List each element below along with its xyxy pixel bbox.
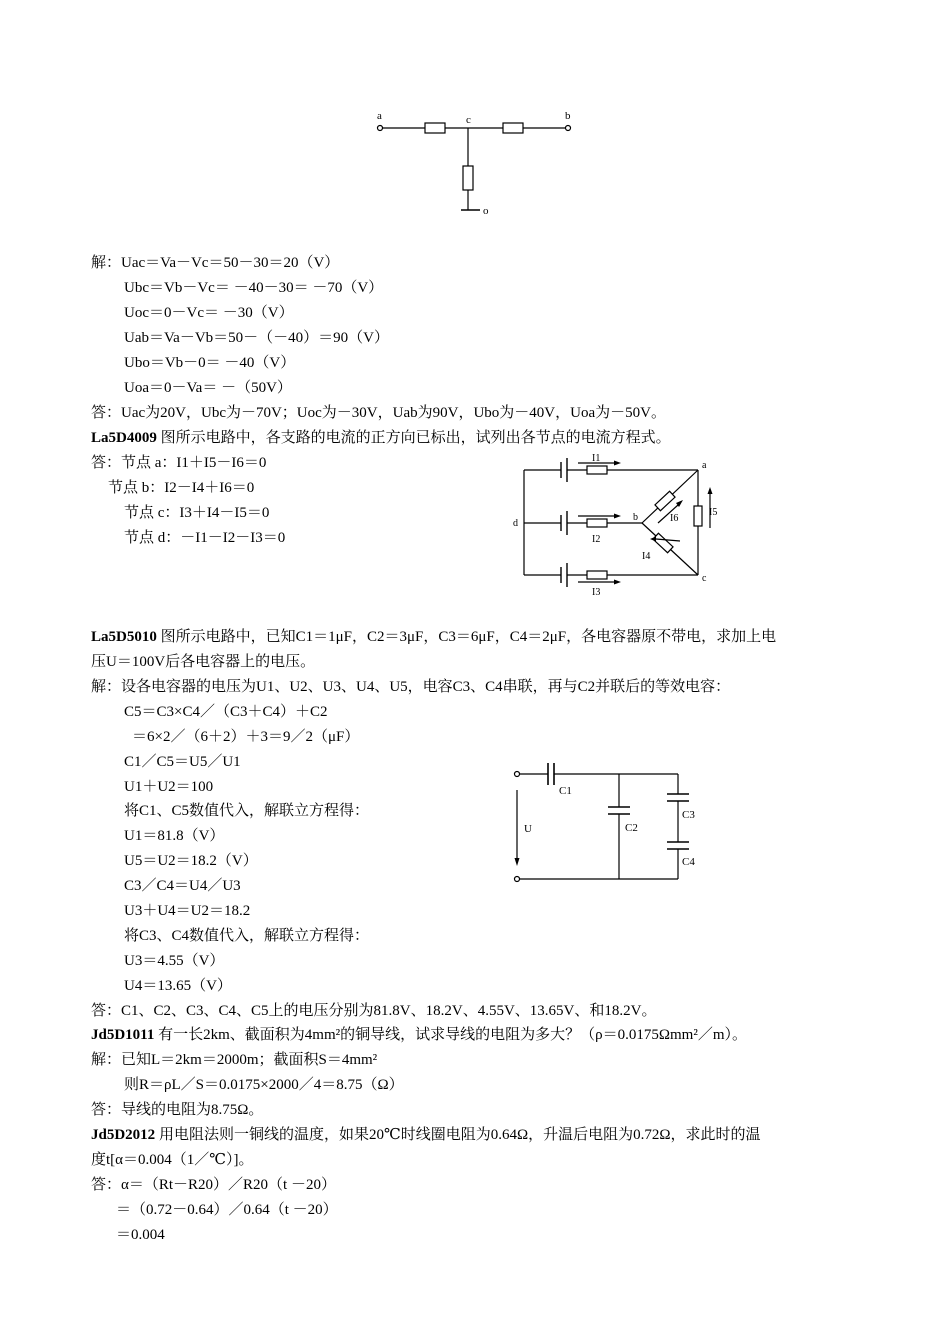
sec5-solution2: ＝（0.72－0.64）／0.64（t －20） — [116, 1202, 338, 1218]
node-d-label: d — [513, 518, 518, 529]
label-I4: I4 — [642, 551, 651, 562]
sec4-answer: 答：导线的电阻为8.75Ω。 — [91, 1102, 264, 1118]
sec1-line4: Uab＝Va－Vb＝50－（－40）＝90（V） — [124, 330, 389, 346]
sec2-answer2: 节点 b：I2－I4＋I6＝0 — [108, 480, 255, 496]
label-I3: I3 — [592, 587, 601, 598]
sec1-line5: Ubo＝Vb－0＝ －40（V） — [124, 355, 296, 371]
sec2-answer1: 答：节点 a：I1＋I5－I6＝0 — [91, 455, 267, 471]
sec4-solution1: 解：已知L＝2km＝2000m；截面积S＝4mm² — [91, 1052, 378, 1068]
label-C4: C4 — [682, 856, 695, 868]
sec1-answer: 答：Uac为20V，Ubc为－70V；Uoc为－30V，Uab为90V，Ubo为－40V，Uoa为－50V。 — [91, 405, 666, 421]
node-o-label: o — [483, 205, 489, 217]
sec3-solution13: U4＝13.65（V） — [124, 978, 232, 994]
node-b-label: b — [633, 512, 638, 523]
node-current-diagram — [508, 448, 733, 598]
sec1-line1: 解：Uac＝Va－Vc＝50－30＝20（V） — [91, 255, 340, 271]
node-b-label: b — [565, 110, 571, 122]
label-C2: C2 — [625, 822, 638, 834]
sec5-solution3: ＝0.004 — [116, 1227, 165, 1243]
problem-id: La5D5010 — [91, 629, 157, 645]
sec3-solution5: U1＋U2＝100 — [124, 779, 214, 795]
sec2-question — [91, 428, 671, 448]
label-I1: I1 — [592, 453, 601, 464]
node-a-label: a — [702, 460, 707, 471]
label-C3: C3 — [682, 809, 695, 821]
sec3-solution1: 解：设各电容器的电压为U1、U2、U3、U4、U5，电容C3、C4串联，再与C2并联后的等效电容： — [91, 679, 731, 695]
sec2-answer3: 节点 c：I3＋I4－I5＝0 — [124, 505, 270, 521]
problem-id: Jd5D2012 — [91, 1127, 156, 1143]
node-c-label: c — [702, 573, 707, 584]
sec3-solution6: 将C1、C5数值代入，解联立方程得： — [124, 803, 370, 819]
sec2-answer4: 节点 d：－I1－I2－I3＝0 — [124, 530, 286, 546]
capacitor-diagram — [506, 758, 721, 888]
sec3-solution4: C1／C5＝U5／U1 — [124, 754, 241, 770]
sec3-solution8: U5＝U2＝18.2（V） — [124, 853, 258, 869]
sec4-solution2: 则R＝ρL／S＝0.0175×2000／4＝8.75（Ω） — [124, 1077, 404, 1093]
label-I2: I2 — [592, 534, 601, 545]
t-network-diagram — [370, 105, 585, 220]
sec1-line2: Ubc＝Vb－Vc＝ －40－30＝ －70（V） — [124, 280, 384, 296]
sec5-question1 — [91, 1125, 761, 1145]
problem-text: 用电阻法则一铜线的温度，如果20℃时线圈电阻为0.64Ω，升温后电阻为0.72Ω，求此时的温 — [158, 1127, 761, 1143]
label-I6: I6 — [670, 513, 679, 524]
problem-text: 图所示电路中，已知C1＝1μF，C2＝3μF，C3＝6μF，C4＝2μF，各电容器原不带电，求加上电 — [160, 629, 777, 645]
sec3-solution2: C5＝C3×C4／（C3＋C4）＋C2 — [124, 704, 328, 720]
sec5-question2: 度t[α＝0.004（1／℃）]。 — [91, 1152, 254, 1168]
sec1-line6: Uoa＝0－Va＝ －（50V） — [124, 380, 292, 396]
sec5-solution1: 答：α＝（Rt－R20）／R20（t －20） — [91, 1177, 336, 1193]
sec3-solution9: C3／C4＝U4／U3 — [124, 878, 241, 894]
sec4-question — [91, 1025, 747, 1045]
sec3-solution7: U1＝81.8（V） — [124, 828, 225, 844]
sec3-solution3: ＝6×2／（6＋2）＋3＝9／2（μF） — [132, 729, 360, 745]
node-a-label: a — [377, 110, 382, 122]
label-I5: I5 — [709, 507, 718, 518]
problem-id: Jd5D1011 — [91, 1027, 155, 1043]
problem-text: 有一长2km、截面积为4mm²的铜导线，试求导线的电阻为多大？（ρ＝0.0175Ωmm²／m）。 — [158, 1027, 747, 1043]
label-U: U — [524, 823, 532, 835]
label-C1: C1 — [559, 785, 572, 797]
sec3-solution11: 将C3、C4数值代入，解联立方程得： — [124, 928, 370, 944]
problem-text: 图所示电路中，各支路的电流的正方向已标出，试列出各节点的电流方程式。 — [160, 430, 671, 446]
sec3-solution10: U3＋U4＝U2＝18.2 — [124, 903, 251, 919]
sec3-answer: 答：C1、C2、C3、C4、C5上的电压分别为81.8V、18.2V、4.55V、13.65V、和18.2V。 — [91, 1003, 657, 1019]
problem-id: La5D4009 — [91, 430, 157, 446]
sec3-question1 — [91, 627, 776, 647]
sec3-solution12: U3＝4.55（V） — [124, 953, 225, 969]
sec1-line3: Uoc＝0－Vc＝ －30（V） — [124, 305, 294, 321]
sec3-question2: 压U＝100V后各电容器上的电压。 — [91, 654, 316, 670]
node-c-label: c — [466, 114, 471, 126]
